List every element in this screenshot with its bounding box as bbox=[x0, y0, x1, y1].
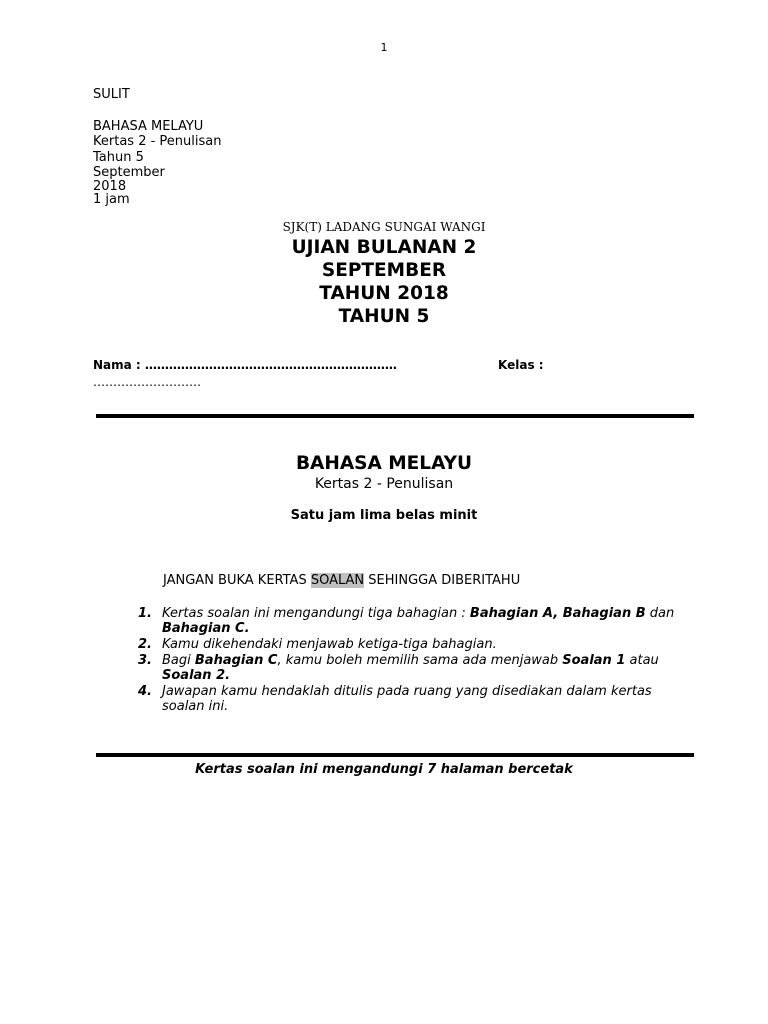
instruction-number: 4. bbox=[138, 684, 152, 700]
page-number: 1 bbox=[380, 41, 388, 54]
classification-label: SULIT bbox=[93, 87, 130, 102]
instruction-bold-part: Bahagian C bbox=[194, 653, 278, 669]
header-duration: 1 jam bbox=[93, 191, 130, 207]
instruction-text bbox=[162, 638, 682, 653]
warning-text-before: JANGAN BUKA KERTAS bbox=[163, 573, 311, 588]
instruction-text bbox=[162, 685, 682, 715]
instruction-bold-part: Bahagian C. bbox=[162, 620, 250, 636]
kelas-field: Kelas : bbox=[498, 358, 544, 372]
instruction-number: 3. bbox=[138, 653, 152, 669]
instruction-text-part: Kertas soalan ini mengandungi tiga bahagian : bbox=[162, 606, 470, 621]
instruction-text-part: , kamu boleh memilih sama ada menjawab bbox=[277, 653, 563, 669]
cover-duration: Satu jam lima belas minit bbox=[290, 508, 478, 523]
page-count-note: Kertas soalan ini mengandungi 7 halaman bercetak bbox=[195, 762, 573, 777]
instruction-bold-part: Soalan 2. bbox=[162, 668, 231, 684]
exam-title-line3: TAHUN 2018 bbox=[319, 283, 449, 304]
exam-title-line4: TAHUN 5 bbox=[338, 306, 430, 327]
warning-notice bbox=[163, 573, 520, 588]
kelas-dots: ……………………… bbox=[93, 375, 201, 389]
header-paper: Kertas 2 - Penulisan bbox=[93, 134, 222, 150]
instruction-text-part: dan bbox=[645, 606, 675, 621]
cover-paper: Kertas 2 - Penulisan bbox=[314, 476, 454, 492]
header-subject: BAHASA MELAYU bbox=[93, 118, 204, 134]
divider-top bbox=[96, 414, 694, 418]
instruction-bold-part: Soalan 1 bbox=[562, 653, 626, 669]
instructions-list bbox=[138, 607, 682, 717]
instruction-number: 2. bbox=[138, 637, 152, 653]
instruction-text bbox=[162, 607, 682, 637]
instruction-item bbox=[138, 638, 682, 653]
instruction-text-part: Kamu dikehendaki menjawab ketiga-tiga bahagian. bbox=[162, 637, 497, 653]
exam-title-line1: UJIAN BULANAN 2 bbox=[291, 237, 477, 258]
instruction-text bbox=[162, 654, 682, 684]
warning-text-after: SEHINGGA DIBERITAHU bbox=[364, 573, 521, 588]
header-month: September bbox=[93, 165, 165, 181]
warning-highlight: SOALAN bbox=[310, 573, 365, 588]
header-year-level: Tahun 5 bbox=[93, 149, 144, 165]
school-name: SJK(T) LADANG SUNGAI WANGI bbox=[282, 220, 486, 234]
instruction-number: 1. bbox=[138, 606, 152, 621]
instruction-text-part: atau bbox=[625, 653, 659, 669]
instruction-item bbox=[138, 685, 682, 715]
instruction-text-part: Jawapan kamu hendaklah ditulis pada ruang yang disediakan dalam kertas soalan ini. bbox=[162, 684, 652, 715]
divider-bottom bbox=[96, 753, 694, 757]
nama-field: Nama : ……………………………………………………… bbox=[93, 358, 397, 372]
exam-header-block bbox=[93, 87, 221, 207]
header-year: 2018 bbox=[93, 178, 127, 194]
cover-subject: BAHASA MELAYU bbox=[295, 453, 473, 474]
instruction-item bbox=[138, 607, 682, 637]
exam-title bbox=[0, 236, 768, 328]
exam-title-line2: SEPTEMBER bbox=[321, 260, 447, 281]
instruction-item bbox=[138, 654, 682, 684]
instruction-text-part: Bagi bbox=[162, 653, 195, 669]
instruction-bold-part: Bahagian A, Bahagian B bbox=[469, 606, 646, 621]
